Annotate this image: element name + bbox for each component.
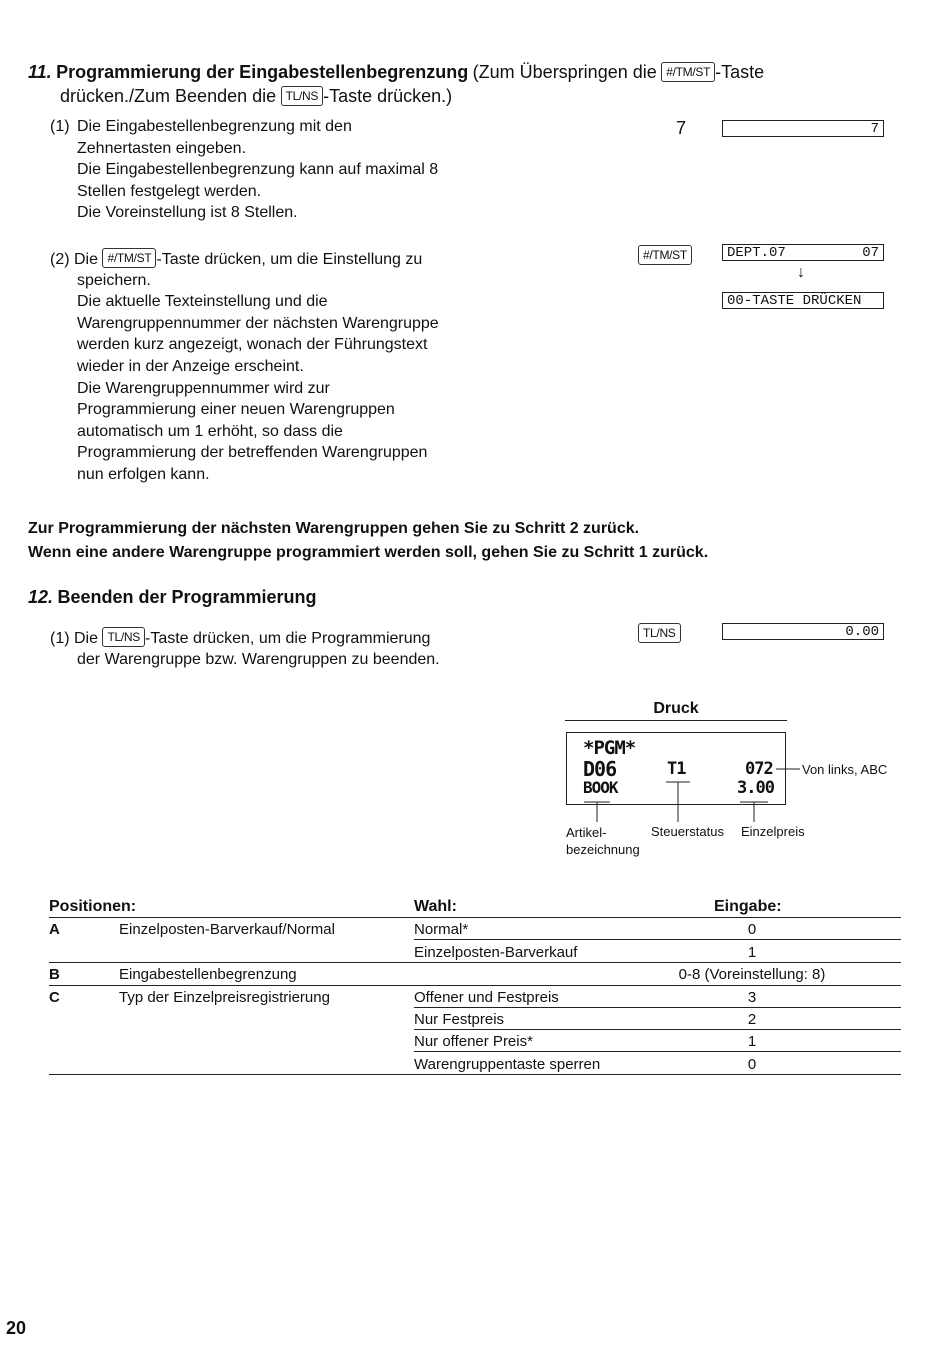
display-text: DEPT.07 [727, 245, 786, 261]
receipt-tax: T1 [667, 759, 686, 779]
text-line: Programmierung der betreffenden Warengruppen [77, 444, 428, 462]
step-11-2-text [77, 270, 497, 486]
row-desc: Typ der Einzelpreisregistrierung [119, 989, 330, 1006]
receipt-pgm: *PGM* [583, 737, 636, 759]
callout-abc: Von links, ABC [802, 762, 888, 777]
receipt-abc: 072 [745, 759, 773, 779]
row-input: 0 [747, 1056, 757, 1073]
key-tl-ns: TL/NS [281, 86, 324, 106]
display-dept [722, 244, 884, 261]
callout-tax: Steuerstatus [651, 824, 724, 839]
row-code: A [49, 921, 60, 938]
step-label: (2) Die [50, 251, 99, 268]
text-line: automatisch um 1 erhöht, so dass die [77, 422, 343, 440]
table-rule [414, 1051, 901, 1052]
row-choice: Normal* [414, 921, 469, 938]
page-number: 20 [6, 1318, 27, 1338]
key-input-7: 7 [676, 118, 687, 138]
section-11-heading [28, 62, 764, 83]
key-input-tl-ns [638, 623, 681, 644]
key-tm-st: #/TM/ST [638, 245, 692, 265]
note-line-2: Wenn eine andere Warengruppe programmiert werden soll, gehen Sie zu Schritt 1 zurück. [28, 544, 709, 561]
section-title: Beenden der Programmierung [57, 587, 317, 607]
text-line: der Warengruppe bzw. Warengruppen zu beenden. [77, 651, 440, 668]
row-choice: Warengruppentaste sperren [414, 1056, 601, 1073]
text-line: Programmierung einer neuen Warengruppen [77, 401, 395, 419]
text-line: -Taste drücken, um die Programmierung [144, 630, 431, 647]
table-rule [49, 985, 901, 986]
print-heading-rule [565, 720, 787, 721]
step-label: (1) Die [50, 630, 99, 647]
row-desc: Einzelposten-Barverkauf/Normal [119, 921, 335, 938]
row-code: C [49, 989, 60, 1006]
table-rule [414, 1007, 901, 1008]
callout-text: Artikel- [566, 825, 607, 840]
section-number: 12. [28, 587, 54, 607]
down-arrow-icon: ↓ [797, 264, 805, 281]
text-line: wieder in der Anzeige erscheint. [77, 357, 304, 375]
text-line: nun erfolgen kann. [77, 465, 210, 483]
step-11-1-text [77, 116, 497, 224]
receipt-dept: D06 [583, 757, 617, 781]
callout-lines [560, 740, 800, 830]
callout-item [566, 824, 640, 858]
table-rule [49, 917, 901, 918]
table-rule [414, 1029, 901, 1030]
table-rule [49, 962, 901, 963]
section-number: 11. [28, 62, 52, 82]
receipt-item: BOOK [583, 778, 618, 797]
row-input: 2 [747, 1011, 757, 1028]
table-header-positions: Positionen: [49, 898, 137, 915]
callout-text: bezeichnung [566, 842, 640, 857]
row-input: 1 [747, 1033, 757, 1050]
text-line: Die Eingabestellenbegrenzung kann auf maximal 8 [77, 161, 439, 179]
receipt-price: 3.00 [737, 778, 774, 798]
text-line: Stellen festgelegt werden. [77, 182, 262, 200]
display-text: 07 [862, 245, 879, 261]
text-line: Zehnertasten eingeben. [77, 139, 247, 157]
row-input: 0-8 (Voreinstellung: 8) [678, 966, 826, 983]
note-line-1: Zur Programmierung der nächsten Warengruppen gehen Sie zu Schritt 2 zurück. [28, 520, 640, 537]
section-12-heading [28, 587, 317, 608]
table-rule [49, 1074, 901, 1075]
text-line: werden kurz angezeigt, wonach der Führungstext [77, 336, 428, 354]
row-choice: Nur offener Preis* [414, 1033, 533, 1050]
text-line: -Taste drücken, um die Einstellung zu [156, 251, 423, 268]
step-label: (1) [50, 118, 70, 135]
text-line: speichern. [77, 271, 151, 289]
table-rule [414, 939, 901, 940]
heading-text: -Taste drücken.) [323, 86, 453, 106]
row-input: 0 [747, 921, 757, 938]
row-input: 3 [747, 989, 757, 1006]
section-11-heading-line2 [60, 86, 452, 107]
row-choice: Offener und Festpreis [414, 989, 559, 1006]
row-choice: Nur Festpreis [414, 1011, 505, 1028]
text-line: Die Warengruppennummer wird zur [77, 379, 330, 397]
key-tm-st: #/TM/ST [661, 62, 715, 82]
callout-price: Einzelpreis [741, 824, 805, 839]
heading-text: drücken./Zum Beenden die [60, 86, 277, 106]
text-line: Die Voreinstellung ist 8 Stellen. [77, 204, 298, 222]
table-header-input: Eingabe: [714, 898, 782, 915]
heading-text: -Taste [715, 62, 765, 82]
key-input-tm-st [638, 245, 692, 266]
key-tl-ns: TL/NS [102, 627, 145, 647]
section-title: Programmierung der Eingabestellenbegrenzung [56, 62, 469, 82]
print-heading: Druck [653, 700, 699, 717]
row-input: 1 [747, 944, 757, 961]
text-line: Warengruppennummer der nächsten Warengruppe [77, 314, 439, 332]
display-step-12-1: 0.00 [722, 623, 884, 640]
table-header-choice: Wahl: [414, 898, 457, 915]
key-tl-ns: TL/NS [638, 623, 681, 643]
row-choice: Einzelposten-Barverkauf [414, 944, 578, 961]
row-code: B [49, 966, 60, 983]
text-line: Die aktuelle Texteinstellung und die [77, 293, 328, 311]
display-step-11-1: 7 [722, 120, 884, 137]
step-11-2-first-line [50, 248, 422, 271]
heading-text: (Zum Überspringen die [472, 62, 657, 82]
display-taste-druecken: 00-TASTE DRÜCKEN [722, 292, 884, 309]
step-12-1-first-line [50, 627, 430, 650]
key-tm-st: #/TM/ST [102, 248, 156, 268]
text-line: Die Eingabestellenbegrenzung mit den [77, 118, 352, 135]
row-desc: Eingabestellenbegrenzung [119, 966, 297, 983]
